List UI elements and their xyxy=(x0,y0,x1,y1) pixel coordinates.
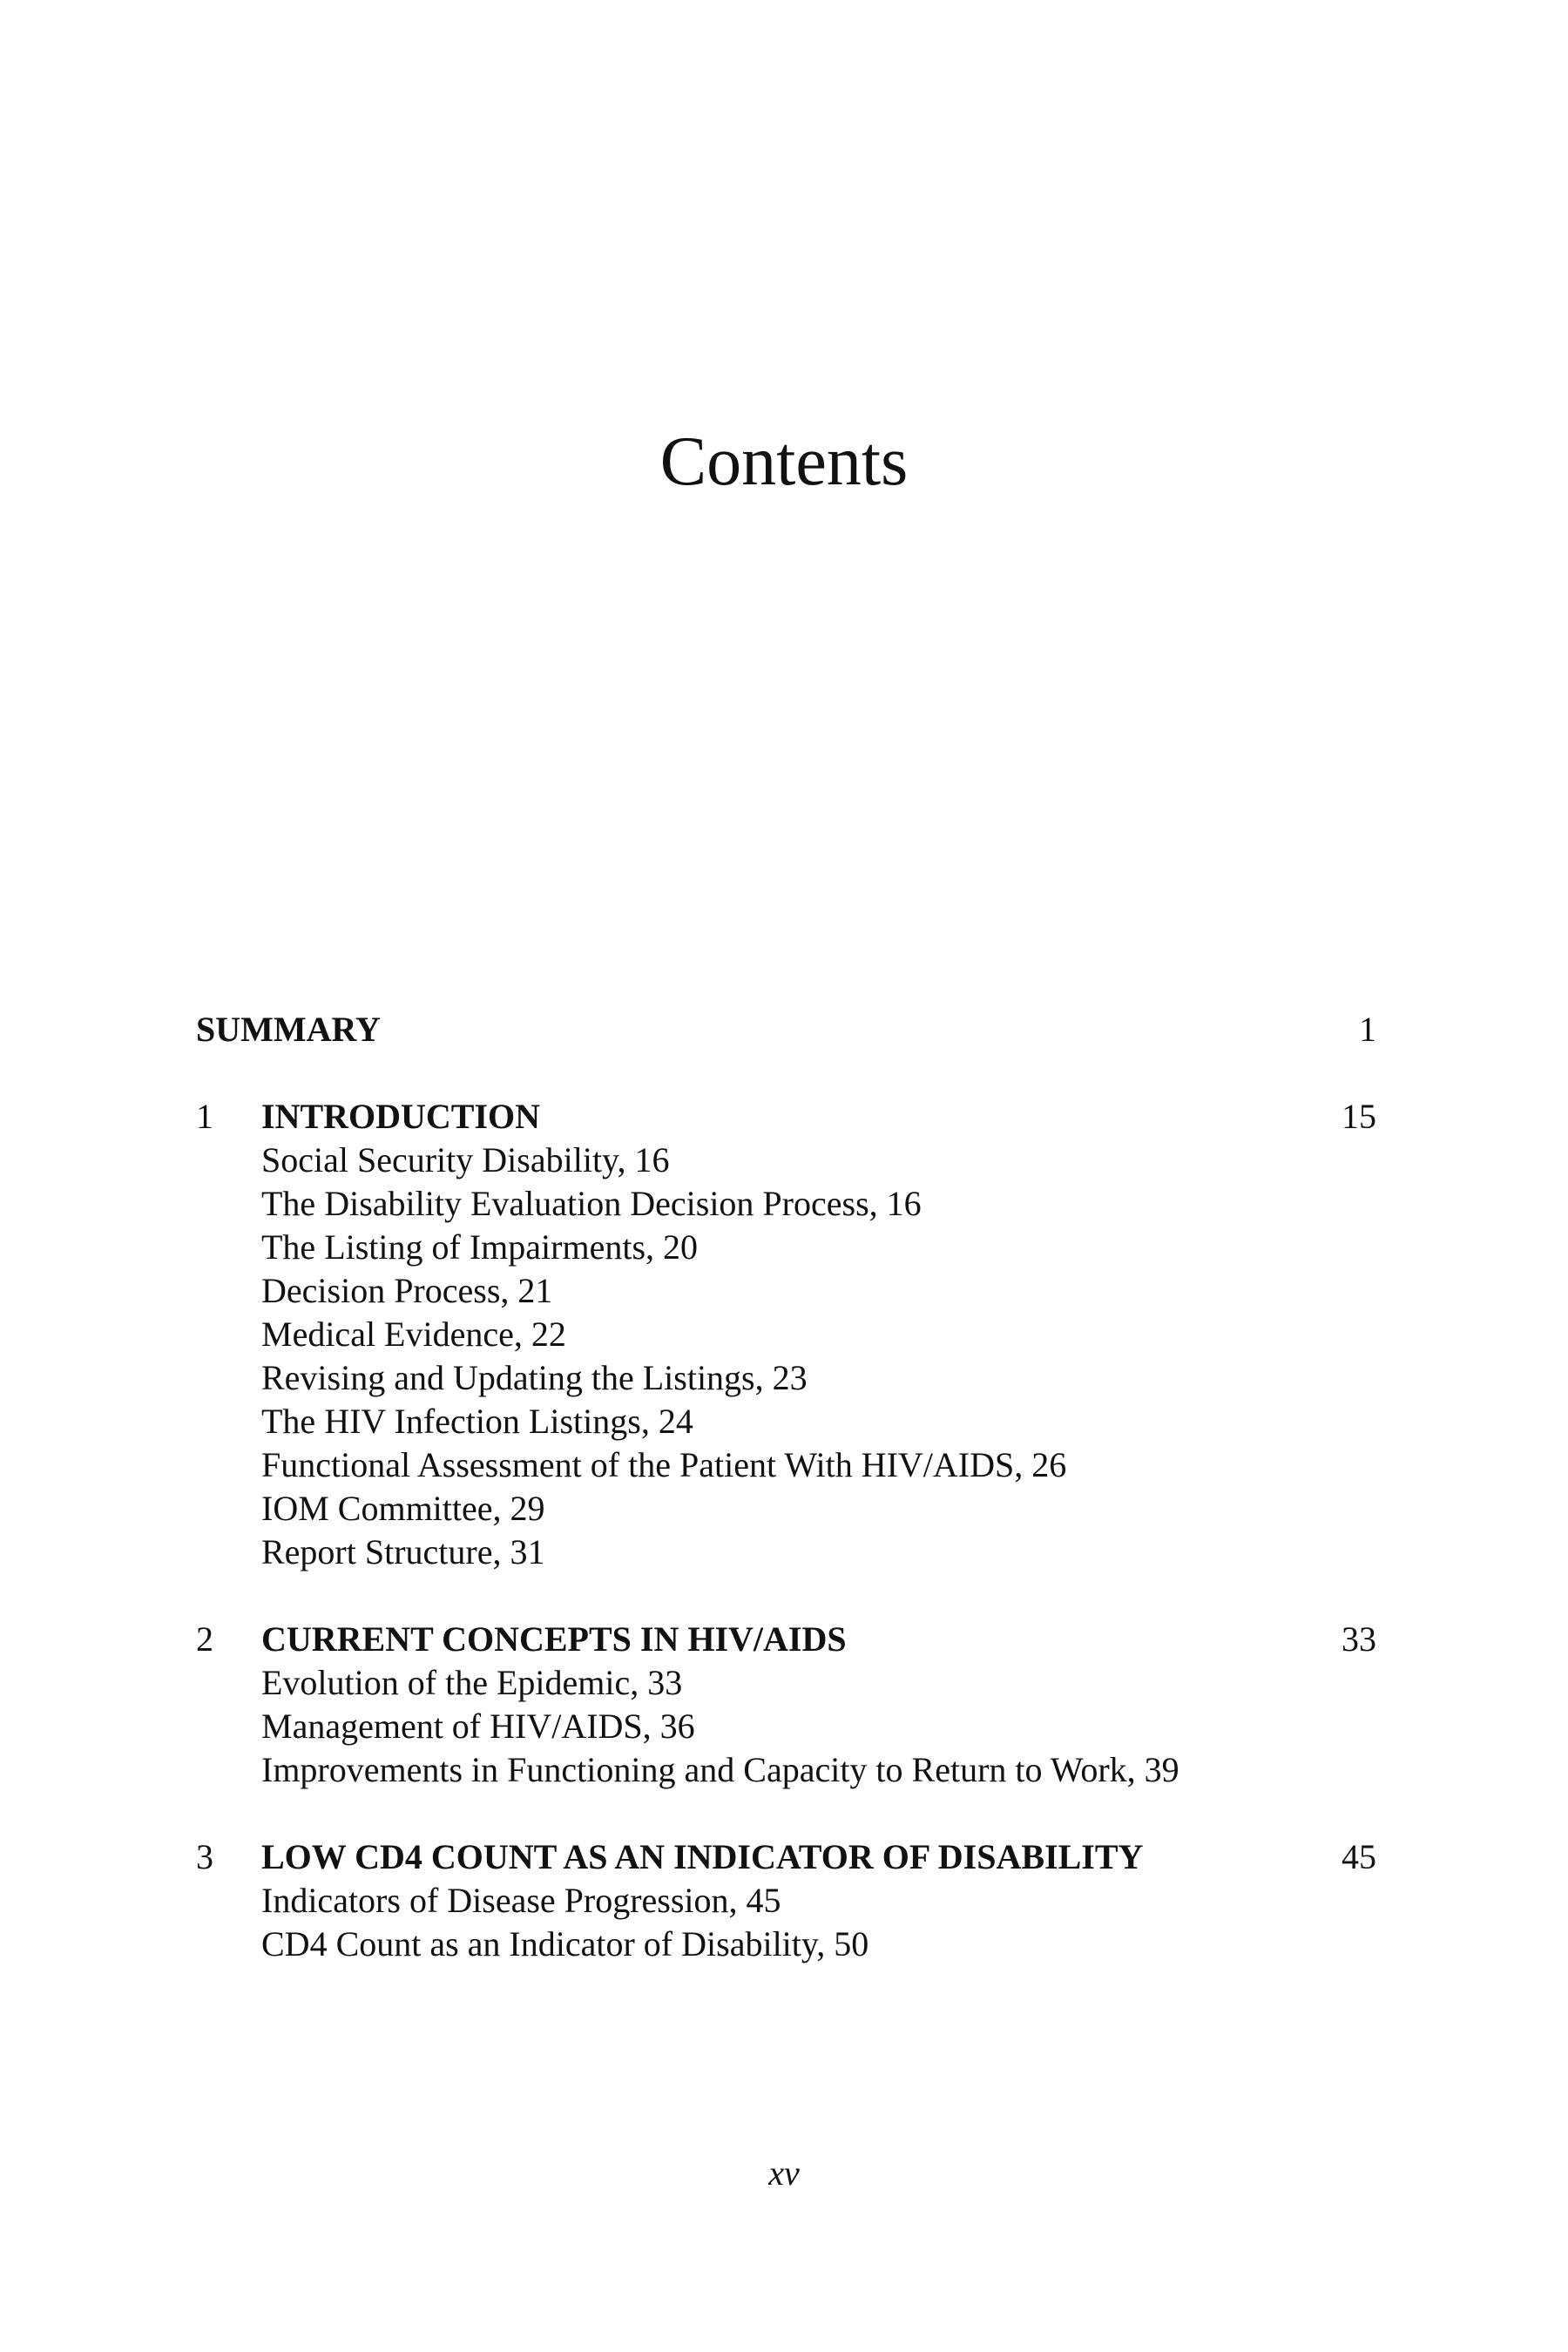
toc-chapter-1-number: 1 xyxy=(196,1097,213,1136)
toc-chapter-2 xyxy=(196,1618,1376,1792)
toc-subsection[interactable]: The Listing of Impairments, 20 xyxy=(261,1227,699,1267)
toc-chapter-2-subsections xyxy=(196,1661,1376,1792)
toc-chapter-3 xyxy=(196,1835,1376,1966)
toc-subsection[interactable]: The Disability Evaluation Decision Process, 16 xyxy=(261,1184,922,1223)
toc-chapter-1 xyxy=(196,1095,1376,1574)
toc-chapter-2-number: 2 xyxy=(196,1619,213,1659)
toc-chapter-1-page: 15 xyxy=(1342,1097,1376,1136)
toc-subsection[interactable]: Management of HIV/AIDS, 36 xyxy=(261,1707,695,1746)
toc-subsection[interactable]: Decision Process, 21 xyxy=(261,1271,553,1310)
toc-subsection[interactable]: Social Security Disability, 16 xyxy=(261,1140,670,1179)
toc-chapter-1-subsections xyxy=(196,1139,1376,1574)
toc-summary-heading[interactable] xyxy=(196,1008,1376,1051)
toc-subsection[interactable]: Functional Assessment of the Patient With HIV/AIDS, 26 xyxy=(261,1445,1067,1484)
toc-subsection[interactable]: Report Structure, 31 xyxy=(261,1532,545,1571)
table-of-contents xyxy=(196,1008,1376,2010)
toc-chapter-3-heading[interactable] xyxy=(196,1835,1376,1879)
toc-subsection[interactable]: Revising and Updating the Listings, 23 xyxy=(261,1358,808,1397)
toc-subsection[interactable]: CD4 Count as an Indicator of Disability, 50 xyxy=(261,1924,869,1963)
toc-chapter-2-title: CURRENT CONCEPTS IN HIV/AIDS xyxy=(261,1619,847,1659)
toc-chapter-3-page: 45 xyxy=(1342,1837,1376,1876)
toc-subsection[interactable]: IOM Committee, 29 xyxy=(261,1489,545,1528)
toc-subsection[interactable]: Evolution of the Epidemic, 33 xyxy=(261,1663,683,1702)
toc-summary-page: 1 xyxy=(1359,1010,1376,1049)
toc-summary xyxy=(196,1008,1376,1051)
toc-chapter-1-title: INTRODUCTION xyxy=(261,1097,541,1136)
page-number: xv xyxy=(768,2153,800,2193)
toc-summary-title: SUMMARY xyxy=(196,1010,381,1049)
toc-subsection[interactable]: Medical Evidence, 22 xyxy=(261,1315,566,1354)
toc-chapter-2-heading[interactable] xyxy=(196,1618,1376,1661)
toc-chapter-3-title: LOW CD4 COUNT AS AN INDICATOR OF DISABILITY xyxy=(261,1837,1144,1876)
toc-chapter-2-page: 33 xyxy=(1342,1619,1376,1659)
page-title: Contents xyxy=(659,423,909,500)
toc-chapter-3-number: 3 xyxy=(196,1837,213,1876)
toc-chapter-3-subsections xyxy=(196,1879,1376,1966)
toc-chapter-1-heading[interactable] xyxy=(196,1095,1376,1139)
toc-subsection[interactable]: Improvements in Functioning and Capacity to Return to Work, 39 xyxy=(261,1750,1179,1789)
toc-subsection[interactable]: Indicators of Disease Progression, 45 xyxy=(261,1881,781,1920)
toc-subsection[interactable]: The HIV Infection Listings, 24 xyxy=(261,1402,693,1441)
